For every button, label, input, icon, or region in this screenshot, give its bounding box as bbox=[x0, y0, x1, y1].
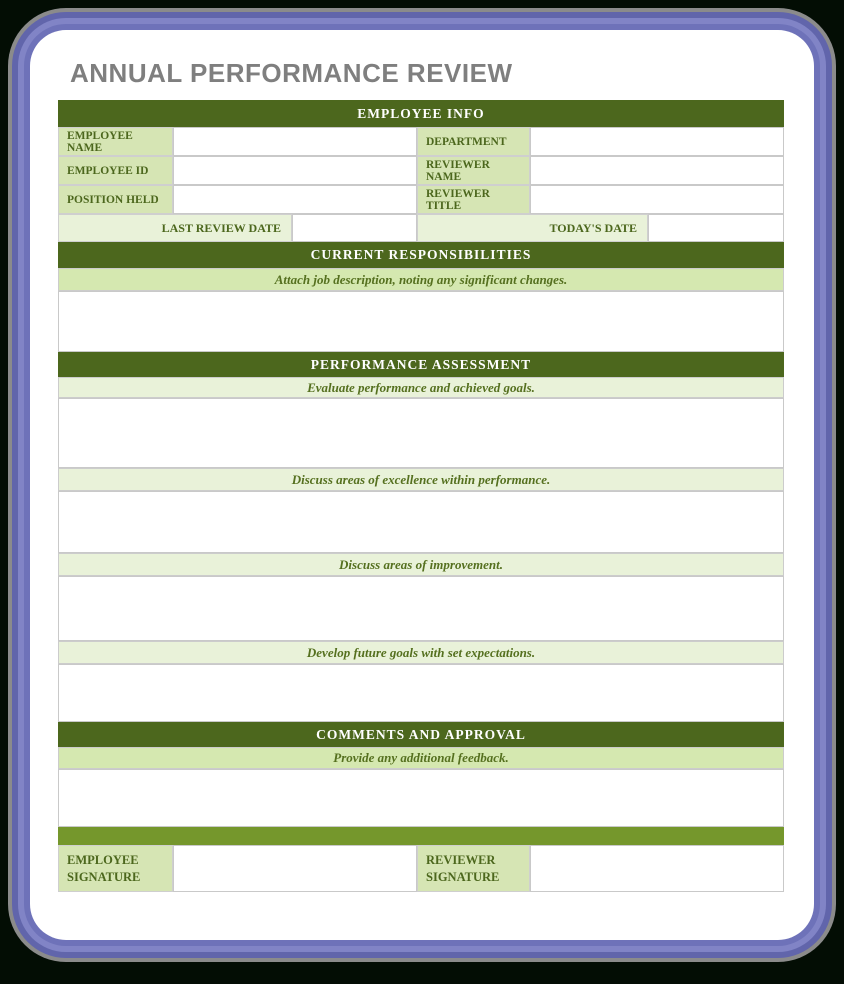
comments-approval-header: COMMENTS AND APPROVAL bbox=[58, 722, 784, 747]
reviewer-signature-input[interactable] bbox=[530, 845, 784, 892]
employee-info-header: EMPLOYEE INFO bbox=[58, 100, 784, 127]
employee-id-input[interactable] bbox=[173, 156, 417, 185]
areas-of-excellence-input-area[interactable] bbox=[58, 491, 784, 553]
future-goals-input-area[interactable] bbox=[58, 664, 784, 722]
table-row bbox=[58, 156, 784, 185]
employee-name-label: EMPLOYEE NAME bbox=[58, 127, 173, 156]
date-row bbox=[58, 214, 784, 242]
evaluate-performance-prompt: Evaluate performance and achieved goals. bbox=[58, 377, 784, 398]
document-page bbox=[30, 30, 814, 940]
reviewer-title-label: REVIEWER TITLE bbox=[417, 185, 530, 214]
performance-review-form bbox=[58, 100, 784, 892]
last-review-date-input[interactable] bbox=[292, 214, 417, 242]
section-divider-bar bbox=[58, 827, 784, 845]
areas-of-excellence-prompt: Discuss areas of excellence within performance. bbox=[58, 468, 784, 491]
additional-feedback-prompt: Provide any additional feedback. bbox=[58, 747, 784, 769]
page-content bbox=[30, 30, 814, 892]
performance-assessment-header: PERFORMANCE ASSESSMENT bbox=[58, 352, 784, 377]
department-input[interactable] bbox=[530, 127, 784, 156]
employee-name-input[interactable] bbox=[173, 127, 417, 156]
todays-date-input[interactable] bbox=[648, 214, 784, 242]
reviewer-signature-label: REVIEWER SIGNATURE bbox=[417, 845, 530, 892]
employee-id-label: EMPLOYEE ID bbox=[58, 156, 173, 185]
responsibilities-input-area[interactable] bbox=[58, 291, 784, 352]
evaluate-performance-input-area[interactable] bbox=[58, 398, 784, 468]
table-row bbox=[58, 127, 784, 156]
employee-signature-input[interactable] bbox=[173, 845, 417, 892]
reviewer-name-label: REVIEWER NAME bbox=[417, 156, 530, 185]
last-review-date-label: LAST REVIEW DATE bbox=[58, 214, 292, 242]
position-held-input[interactable] bbox=[173, 185, 417, 214]
responsibilities-prompt: Attach job description, noting any significant changes. bbox=[58, 268, 784, 291]
current-responsibilities-header: CURRENT RESPONSIBILITIES bbox=[58, 242, 784, 268]
position-held-label: POSITION HELD bbox=[58, 185, 173, 214]
areas-of-improvement-input-area[interactable] bbox=[58, 576, 784, 641]
signature-row bbox=[58, 845, 784, 892]
table-row bbox=[58, 185, 784, 214]
areas-of-improvement-prompt: Discuss areas of improvement. bbox=[58, 553, 784, 576]
department-label: DEPARTMENT bbox=[417, 127, 530, 156]
future-goals-prompt: Develop future goals with set expectations. bbox=[58, 641, 784, 664]
page-title: ANNUAL PERFORMANCE REVIEW bbox=[70, 58, 513, 88]
additional-feedback-input-area[interactable] bbox=[58, 769, 784, 827]
employee-signature-label: EMPLOYEE SIGNATURE bbox=[58, 845, 173, 892]
reviewer-name-input[interactable] bbox=[530, 156, 784, 185]
reviewer-title-input[interactable] bbox=[530, 185, 784, 214]
todays-date-label: TODAY'S DATE bbox=[417, 214, 648, 242]
